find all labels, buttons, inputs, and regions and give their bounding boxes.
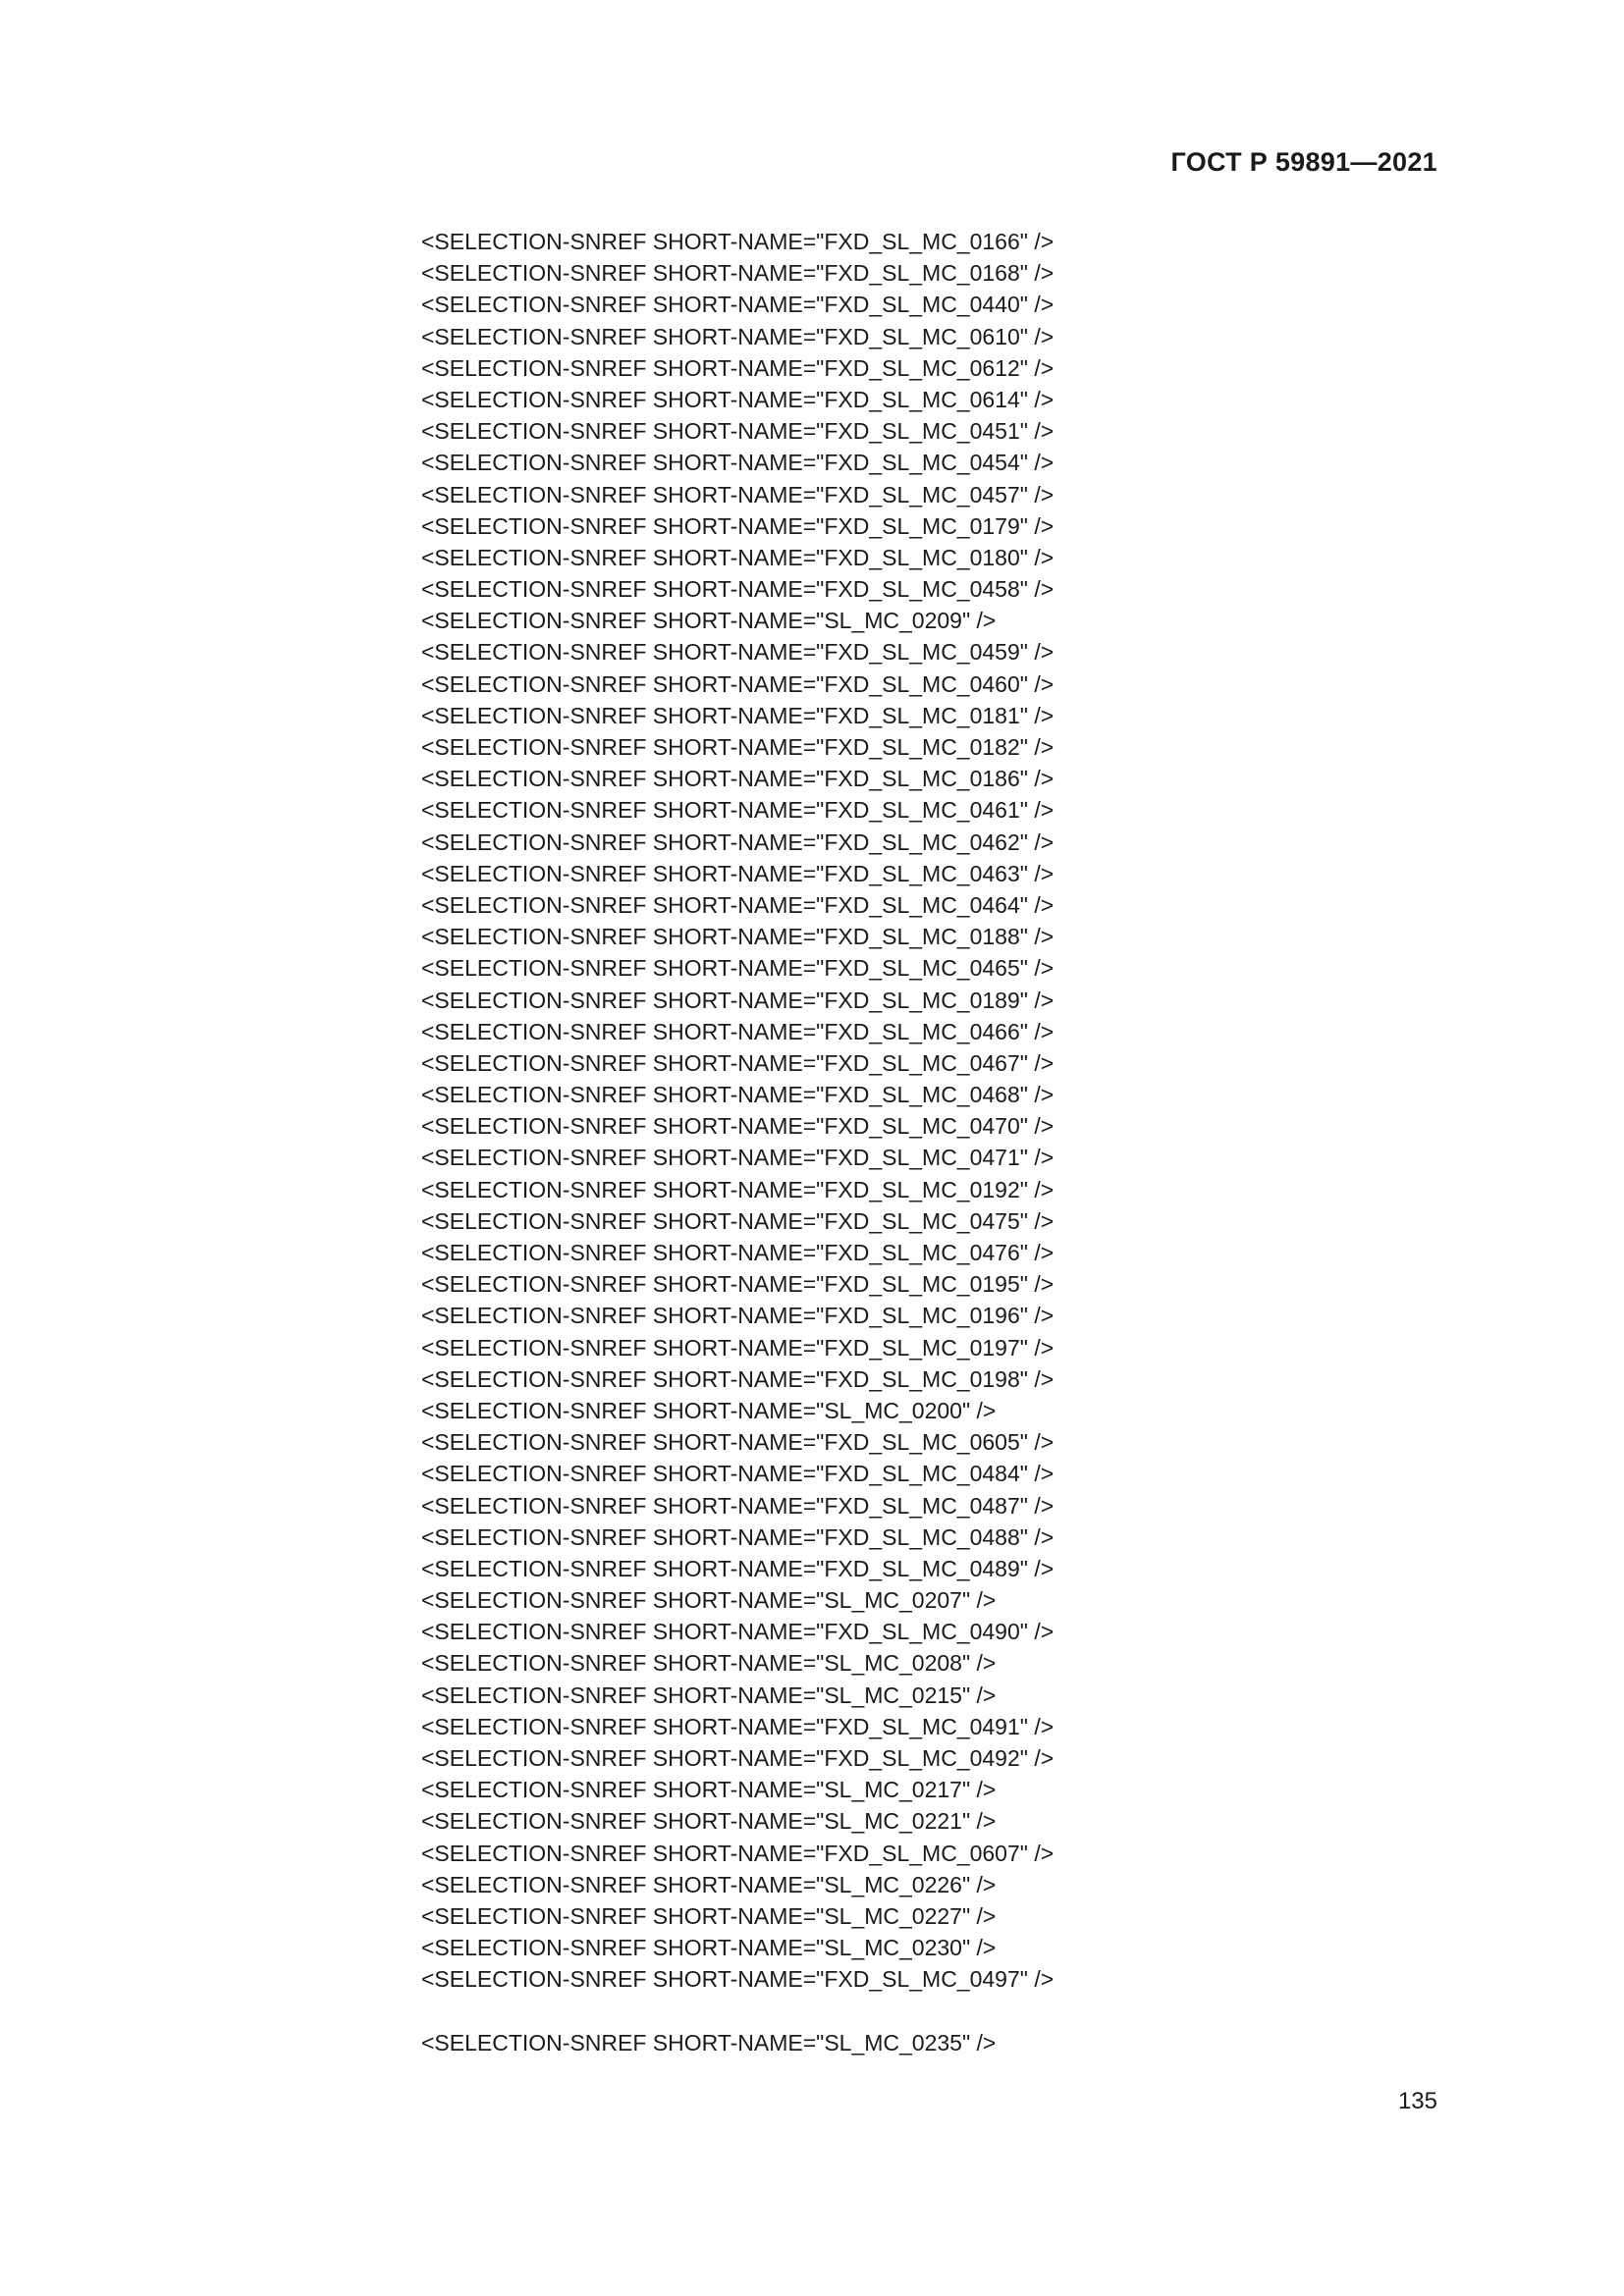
code-line: <SELECTION-SNREF SHORT-NAME="FXD_SL_MC_0476" /> [421, 1240, 1055, 1265]
code-line: <SELECTION-SNREF SHORT-NAME="FXD_SL_MC_0471" /> [421, 1145, 1055, 1171]
code-line: <SELECTION-SNREF SHORT-NAME="FXD_SL_MC_0497" /> [421, 1966, 1055, 1993]
code-line: <SELECTION-SNREF SHORT-NAME="SL_MC_0208" /> [421, 1650, 997, 1677]
code-line: <SELECTION-SNREF SHORT-NAME="FXD_SL_MC_0458" /> [421, 576, 1055, 603]
code-line: <SELECTION-SNREF SHORT-NAME="FXD_SL_MC_0198" /> [421, 1365, 1055, 1392]
code-line: <SELECTION-SNREF SHORT-NAME="FXD_SL_MC_0460" /> [421, 670, 1055, 697]
code-line: <SELECTION-SNREF SHORT-NAME="FXD_SL_MC_0491" /> [421, 1713, 1055, 1739]
code-line: <SELECTION-SNREF SHORT-NAME="FXD_SL_MC_0168" /> [421, 260, 1055, 287]
code-line: <SELECTION-SNREF SHORT-NAME="FXD_SL_MC_0490" /> [421, 1619, 1055, 1645]
code-line: <SELECTION-SNREF SHORT-NAME="FXD_SL_MC_0440" /> [421, 292, 1055, 318]
code-line: <SELECTION-SNREF SHORT-NAME="FXD_SL_MC_0451" /> [421, 418, 1055, 445]
code-line: <SELECTION-SNREF SHORT-NAME="FXD_SL_MC_0475" /> [421, 1207, 1055, 1234]
code-line: <SELECTION-SNREF SHORT-NAME="FXD_SL_MC_0461" /> [421, 797, 1055, 824]
page-number: 135 [1397, 2088, 1437, 2114]
code-line: <SELECTION-SNREF SHORT-NAME="SL_MC_0215" /> [421, 1682, 997, 1708]
code-line: <SELECTION-SNREF SHORT-NAME="FXD_SL_MC_0607" /> [421, 1840, 1055, 1866]
code-line: <SELECTION-SNREF SHORT-NAME="SL_MC_0230" /> [421, 1935, 997, 1961]
code-line: <SELECTION-SNREF SHORT-NAME="FXD_SL_MC_0467" /> [421, 1049, 1055, 1076]
code-line: <SELECTION-SNREF SHORT-NAME="SL_MC_0209" /> [421, 608, 997, 634]
code-line: <SELECTION-SNREF SHORT-NAME="FXD_SL_MC_0614" /> [421, 386, 1055, 412]
page-header-title: ГОСТ Р 59891—2021 [1170, 147, 1437, 177]
code-line: <SELECTION-SNREF SHORT-NAME="SL_MC_0207" /> [421, 1587, 997, 1614]
code-line: <SELECTION-SNREF SHORT-NAME="FXD_SL_MC_0612" /> [421, 354, 1055, 381]
code-line: <SELECTION-SNREF SHORT-NAME="FXD_SL_MC_0188" /> [421, 924, 1055, 950]
code-line: <SELECTION-SNREF SHORT-NAME="FXD_SL_MC_0197" /> [421, 1334, 1055, 1361]
code-line: <SELECTION-SNREF SHORT-NAME="FXD_SL_MC_0484" /> [421, 1461, 1055, 1487]
code-line: <SELECTION-SNREF SHORT-NAME="SL_MC_0227" /> [421, 1902, 997, 1929]
code-line: <SELECTION-SNREF SHORT-NAME="SL_MC_0200" /> [421, 1397, 997, 1423]
code-line: <SELECTION-SNREF SHORT-NAME="FXD_SL_MC_0466" /> [421, 1018, 1055, 1044]
code-line: <SELECTION-SNREF SHORT-NAME="FXD_SL_MC_0180" /> [421, 544, 1055, 570]
code-line: <SELECTION-SNREF SHORT-NAME="SL_MC_0217" /> [421, 1777, 997, 1803]
code-line: <SELECTION-SNREF SHORT-NAME="FXD_SL_MC_0464" /> [421, 891, 1055, 918]
code-line: <SELECTION-SNREF SHORT-NAME="FXD_SL_MC_0192" /> [421, 1176, 1055, 1202]
code-line: <SELECTION-SNREF SHORT-NAME="FXD_SL_MC_0195" /> [421, 1271, 1055, 1298]
code-line: <SELECTION-SNREF SHORT-NAME="FXD_SL_MC_0470" /> [421, 1113, 1055, 1140]
code-line: <SELECTION-SNREF SHORT-NAME="FXD_SL_MC_0463" /> [421, 860, 1055, 886]
code-line: <SELECTION-SNREF SHORT-NAME="FXD_SL_MC_0489" /> [421, 1555, 1055, 1581]
code-line: <SELECTION-SNREF SHORT-NAME="FXD_SL_MC_0488" /> [421, 1523, 1055, 1550]
code-line: <SELECTION-SNREF SHORT-NAME="FXD_SL_MC_0182" /> [421, 734, 1055, 760]
code-line: <SELECTION-SNREF SHORT-NAME="SL_MC_0226" /> [421, 1871, 997, 1897]
code-line: <SELECTION-SNREF SHORT-NAME="FXD_SL_MC_0468" /> [421, 1082, 1055, 1108]
code-line: <SELECTION-SNREF SHORT-NAME="SL_MC_0235" /> [421, 2029, 997, 2056]
code-line: <SELECTION-SNREF SHORT-NAME="FXD_SL_MC_0186" /> [421, 766, 1055, 792]
code-line: <SELECTION-SNREF SHORT-NAME="FXD_SL_MC_0462" /> [421, 828, 1055, 855]
code-line: <SELECTION-SNREF SHORT-NAME="FXD_SL_MC_0179" /> [421, 512, 1055, 539]
code-line: <SELECTION-SNREF SHORT-NAME="FXD_SL_MC_0166" /> [421, 229, 1055, 254]
code-line: <SELECTION-SNREF SHORT-NAME="FXD_SL_MC_0181" /> [421, 702, 1055, 728]
code-line: <SELECTION-SNREF SHORT-NAME="FXD_SL_MC_0605" /> [421, 1429, 1055, 1456]
code-line: <SELECTION-SNREF SHORT-NAME="FXD_SL_MC_0189" /> [421, 987, 1055, 1013]
code-line: <SELECTION-SNREF SHORT-NAME="FXD_SL_MC_0465" /> [421, 955, 1055, 982]
code-line: <SELECTION-SNREF SHORT-NAME="FXD_SL_MC_0454" /> [421, 450, 1055, 476]
code-line: <SELECTION-SNREF SHORT-NAME="FXD_SL_MC_0487" /> [421, 1492, 1055, 1519]
code-listing [421, 226, 1403, 2058]
code-line: <SELECTION-SNREF SHORT-NAME="FXD_SL_MC_0610" /> [421, 323, 1055, 349]
code-line: <SELECTION-SNREF SHORT-NAME="FXD_SL_MC_0196" /> [421, 1303, 1055, 1329]
code-line: <SELECTION-SNREF SHORT-NAME="SL_MC_0221" /> [421, 1808, 997, 1835]
code-line: <SELECTION-SNREF SHORT-NAME="FXD_SL_MC_0457" /> [421, 481, 1055, 507]
code-line: <SELECTION-SNREF SHORT-NAME="FXD_SL_MC_0459" /> [421, 639, 1055, 666]
code-line: <SELECTION-SNREF SHORT-NAME="FXD_SL_MC_0492" /> [421, 1745, 1055, 1771]
